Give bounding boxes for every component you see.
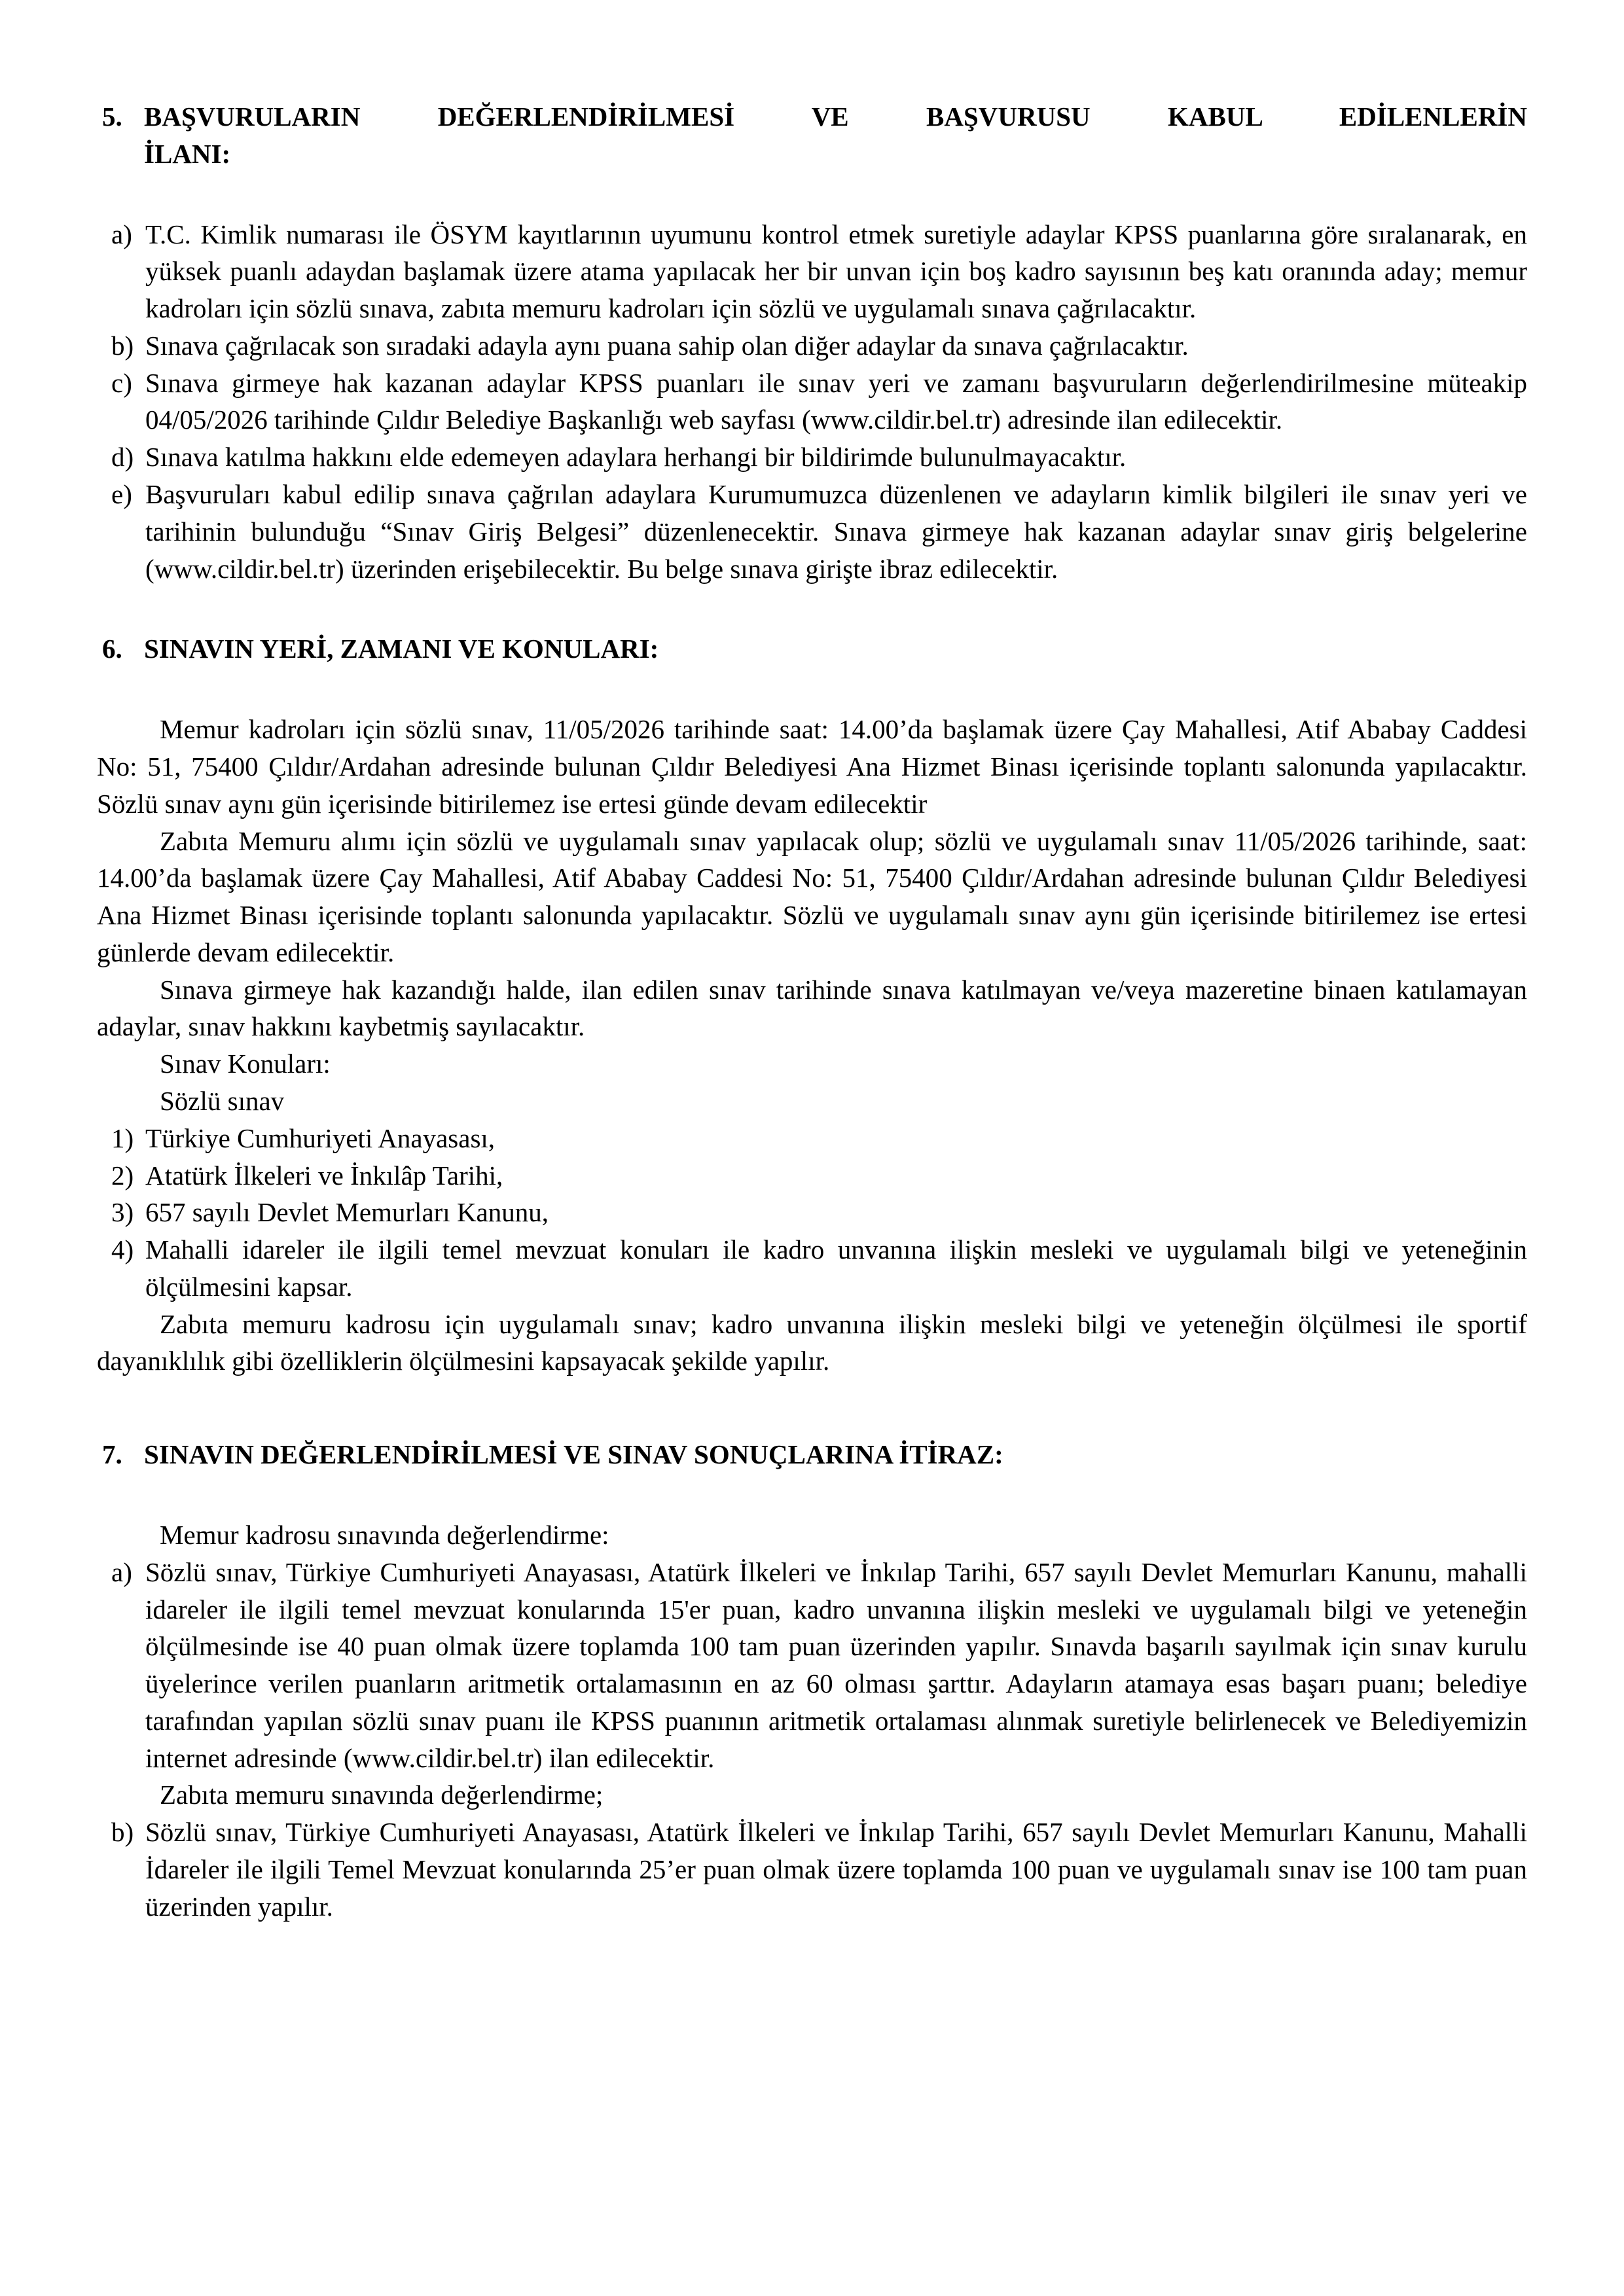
list-item-text: Başvuruları kabul edilip sınava çağrılan adaylara Kurumumuzca düzenlenen ve adayların kimlik bilgileri ile sınav yeri ve tarihinin bulunduğu “Sınav Giriş Belgesi” düzenlenecektir. Sınava girmeye hak kazanan adaylar sınav giriş belgelerine (www.cildir.bel.tr) üzerinden erişebilecektir. Bu belge sınava girişte ibraz edilecektir. bbox=[145, 479, 1527, 584]
section-6-title: SINAVIN YERİ, ZAMANI VE KONULARI: bbox=[144, 634, 659, 664]
list-marker: 1) bbox=[111, 1122, 134, 1153]
exam-subjects-label: Sınav Konuları: bbox=[160, 1049, 331, 1079]
list-item bbox=[97, 1814, 1527, 1925]
list-item bbox=[97, 1231, 1527, 1306]
section-6-paragraph-2: Zabıta Memuru alımı için sözlü ve uygulamalı sınav yapılacak olup; sözlü ve uygulamalı sınav 11/05/2026 tarihinde, saat: 14.00’da başlamak üzere Çay Mahallesi, Atif Ababay Caddesi No: 51, 75400 Çıldır/Ardahan adresinde bulunan Çıldır Belediyesi Ana Hizmet Binası içerisinde toplantı salonunda yapılacaktır. Sözlü ve uygulamalı sınav aynı gün içerisinde bitirilemez ise ertesi günlerde devam edilecektir. bbox=[97, 825, 1527, 967]
list-item-text: Atatürk İlkeleri ve İnkılâp Tarihi, bbox=[145, 1160, 503, 1191]
list-item-text: Sınava katılma hakkını elde edemeyen adaylara herhangi bir bildirimde bulunulmayacaktır. bbox=[145, 442, 1127, 473]
list-item bbox=[97, 439, 1527, 476]
list-item-text: Sözlü sınav, Türkiye Cumhuriyeti Anayasası, Atatürk İlkeleri ve İnkılap Tarihi, 657 sayılı Devlet Memurları Kanunu, Mahalli İdareler ile ilgili Temel Mevzuat konularında 25’er puan olmak üzere toplamda 100 puan ve uygulamalı sınav ise 100 tam puan üzerinden yapılır. bbox=[145, 1817, 1527, 1922]
list-item bbox=[97, 1194, 1527, 1231]
section-7-number: 7. bbox=[102, 1439, 122, 1470]
list-marker: d) bbox=[111, 442, 134, 473]
list-item bbox=[97, 1120, 1527, 1157]
list-marker: a) bbox=[111, 1556, 132, 1587]
list-item-text: T.C. Kimlik numarası ile ÖSYM kayıtlarının uyumunu kontrol etmek suretiyle adaylar KPSS puanlarına göre sıralanarak, en yüksek puanlı adaydan başlamak üzere atama yapılacak her bir unvan için boş kadro sayısının beş katı oranında aday; memur kadroları için sözlü sınava, zabıta memuru kadroları için sözlü ve uygulamalı sınava çağrılacaktır. bbox=[145, 219, 1527, 324]
section-6-number: 6. bbox=[102, 634, 122, 664]
section-5-title-line1: BAŞVURULARIN DEĞERLENDİRİLMESİ VE BAŞVURUSU KABUL EDİLENLERİN bbox=[144, 101, 1527, 132]
list-marker: 2) bbox=[111, 1160, 134, 1191]
section-5-list bbox=[97, 216, 1527, 588]
section-6-paragraph-3: Sınava girmeye hak kazandığı halde, ilan edilen sınav tarihinde sınava katılmayan ve/veya mazeretine binaen katılamayan adaylar, sınav hakkını kaybetmiş sayılacaktır. bbox=[97, 974, 1527, 1042]
list-item bbox=[97, 1554, 1527, 1777]
list-item bbox=[97, 476, 1527, 587]
list-item-text: Mahalli idareler ile ilgili temel mevzuat konuları ile kadro unvanına ilişkin mesleki ve uygulamalı bilgi ve yeteneğinin ölçülmesini kapsar. bbox=[145, 1234, 1527, 1302]
section-5-title-line2: İLANI: bbox=[144, 138, 231, 169]
spacer bbox=[97, 668, 1527, 711]
memur-evaluation-label: Memur kadrosu sınavında değerlendirme: bbox=[160, 1520, 609, 1550]
list-marker: 4) bbox=[111, 1234, 134, 1265]
list-item bbox=[97, 327, 1527, 365]
list-item-text: Türkiye Cumhuriyeti Anayasası, bbox=[145, 1122, 496, 1153]
section-5-heading bbox=[97, 98, 1527, 135]
section-5-number: 5. bbox=[102, 101, 122, 132]
spacer bbox=[97, 587, 1527, 630]
list-marker: e) bbox=[111, 479, 132, 510]
list-item-text: Sınava çağrılacak son sıradaki adayla aynı puana sahip olan diğer adaylar da sınava çağrılacaktır. bbox=[145, 330, 1189, 361]
spacer bbox=[97, 1380, 1527, 1436]
section-6-paragraph-4: Zabıta memuru kadrosu için uygulamalı sınav; kadro unvanına ilişkin mesleki bilgi ve yeteneğin ölçülmesi ile sportif dayanıklılık gibi özelliklerin ölçülmesini kapsayacak şekilde yapılır. bbox=[97, 1308, 1527, 1376]
list-item-text: 657 sayılı Devlet Memurları Kanunu, bbox=[145, 1197, 549, 1228]
list-item-text: Sözlü sınav, Türkiye Cumhuriyeti Anayasası, Atatürk İlkeleri ve İnkılap Tarihi, 657 sayılı Devlet Memurları Kanunu, mahalli idareler ile ilgili temel mevzuat konularında 15'er puan, kadro unvanına ilişkin mesleki ve uygulamalı bilgi ve yeteneğin ölçülmesinde ise 40 puan olmak üzere toplamda 100 tam puan üzerinden yapılır. Sınavda başarılı sayılmak için sınav kurulu üyelerince verilen puanların aritmetik ortalamasının en az 60 olması şarttır. Adayların atamaya esas başarı puanı; belediye tarafından yapılan sözlü sınav puanı ile KPSS puanının aritmetik ortalaması alınmak suretiyle belirlenecek ve Belediyemizin internet adresinde (www.cildir.bel.tr) ilan edilecektir. bbox=[145, 1556, 1527, 1773]
exam-subjects-list bbox=[97, 1120, 1527, 1306]
list-item bbox=[97, 1157, 1527, 1194]
list-marker: a) bbox=[111, 219, 132, 249]
oral-exam-label: Sözlü sınav bbox=[160, 1085, 285, 1116]
list-marker: 3) bbox=[111, 1197, 134, 1228]
section-6-paragraph-1: Memur kadroları için sözlü sınav, 11/05/2026 tarihinde saat: 14.00’da başlamak üzere Çay Mahallesi, Atif Ababay Caddesi No: 51, 75400 Çıldır/Ardahan adresinde bulunan Çıldır Belediyesi Ana Hizmet Binası içerisinde toplantı salonunda yapılacaktır. Sözlü sınav aynı gün içerisinde bitirilemez ise ertesi günde devam edilecektir bbox=[97, 714, 1527, 819]
section-7-list bbox=[97, 1554, 1527, 1777]
list-marker: c) bbox=[111, 367, 132, 398]
list-item-text: Sınava girmeye hak kazanan adaylar KPSS puanları ile sınav yeri ve zamanı başvuruların değerlendirilmesine müteakip 04/05/2026 tarihinde Çıldır Belediye Başkanlığı web sayfası (www.cildir.bel.tr) adresinde ilan edilecektir. bbox=[145, 367, 1527, 435]
list-marker: b) bbox=[111, 330, 134, 361]
section-6-heading bbox=[97, 630, 1527, 668]
list-marker: b) bbox=[111, 1817, 134, 1848]
list-item bbox=[97, 216, 1527, 327]
section-7-heading bbox=[97, 1436, 1527, 1473]
zabita-evaluation-label: Zabıta memuru sınavında değerlendirme; bbox=[160, 1780, 604, 1810]
spacer bbox=[97, 1473, 1527, 1516]
list-item bbox=[97, 365, 1527, 439]
section-7-list-b bbox=[97, 1814, 1527, 1925]
section-7-title: SINAVIN DEĞERLENDİRİLMESİ VE SINAV SONUÇLARINA İTİRAZ: bbox=[144, 1439, 1003, 1470]
spacer bbox=[97, 173, 1527, 216]
